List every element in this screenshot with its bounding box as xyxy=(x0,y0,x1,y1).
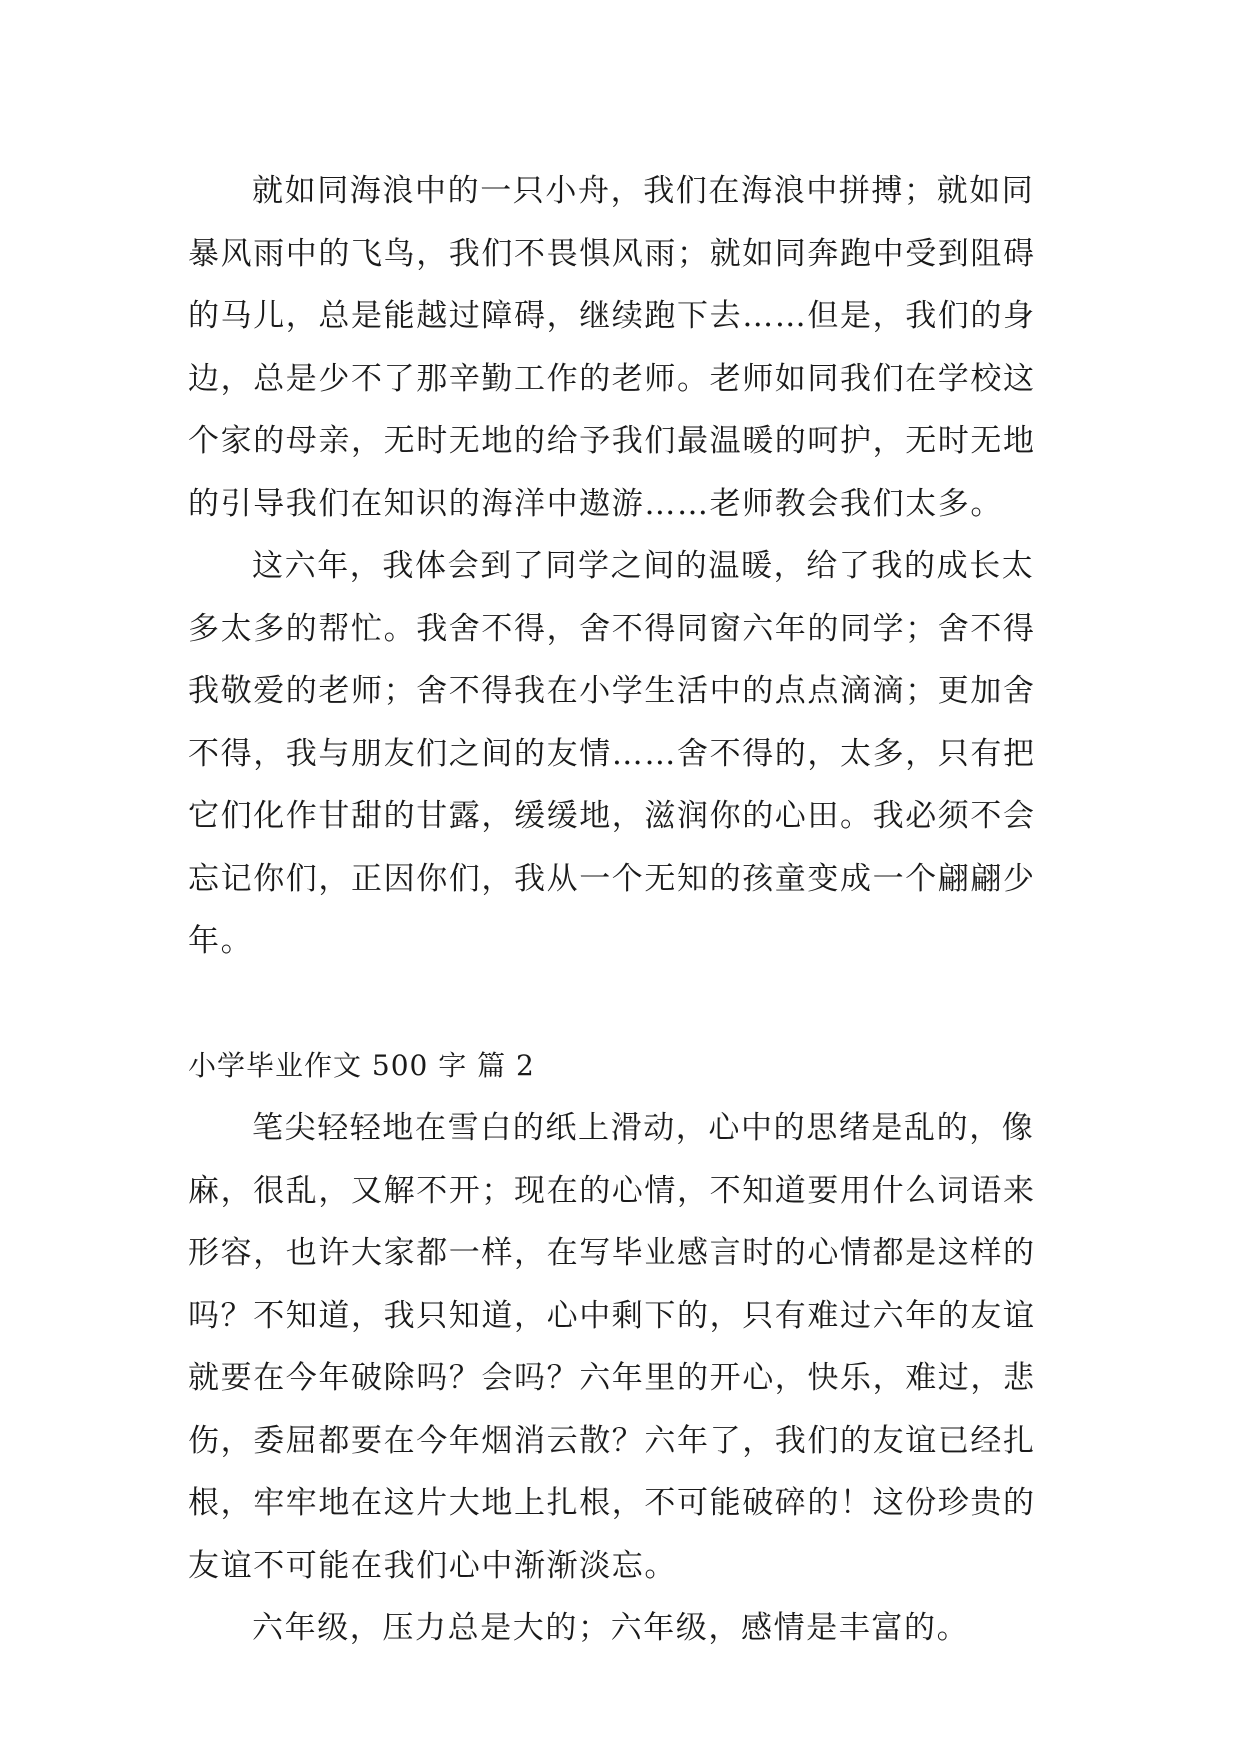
text-line: 边，总是少不了那辛勤工作的老师。老师如同我们在学校这 xyxy=(188,360,1036,397)
text-line: 这六年，我体会到了同学之间的温暖，给了我的成长太 xyxy=(252,548,1035,584)
text-line: 六年级，压力总是大的；六年级，感情是丰富的。 xyxy=(252,1610,970,1646)
text-line: 友谊不可能在我们心中渐渐淡忘。 xyxy=(188,1547,677,1584)
text-line: 年。 xyxy=(188,923,254,959)
text-line: 就如同海浪中的一只小舟，我们在海浪中拼搏；就如同 xyxy=(252,173,1035,209)
text-line: 形容，也许大家都一样，在写毕业感言时的心情都是这样的 xyxy=(188,1235,1036,1271)
text-line: 的引导我们在知识的海洋中遨游……老师教会我们太多。 xyxy=(188,485,1003,522)
paragraph xyxy=(188,160,1054,535)
text-line: 麻，很乱，又解不开；现在的心情，不知道要用什么词语来 xyxy=(188,1172,1036,1209)
text-line: 忘记你们，正因你们，我从一个无知的孩童变成一个翩翩少 xyxy=(188,860,1036,897)
text-line: 笔尖轻轻地在雪白的纸上滑动，心中的思绪是乱的，像 xyxy=(252,1110,1035,1146)
text-line: 就要在今年破除吗？会吗？六年里的开心，快乐，难过，悲 xyxy=(188,1360,1036,1396)
paragraph xyxy=(188,535,1054,973)
text-line: 不得，我与朋友们之间的友情……舍不得的，太多，只有把 xyxy=(188,735,1036,772)
text-line: 的马儿，总是能越过障碍，继续跑下去……但是，我们的身 xyxy=(188,298,1036,334)
text-line: 多太多的帮忙。我舍不得，舍不得同窗六年的同学；舍不得 xyxy=(188,610,1036,647)
section-spacer xyxy=(188,973,1054,1035)
document-body xyxy=(188,160,1054,1660)
paragraph xyxy=(188,1097,1054,1597)
text-line: 根，牢牢地在这片大地上扎根，不可能破碎的！这份珍贵的 xyxy=(188,1485,1036,1521)
text-line: 个家的母亲，无时无地的给予我们最温暖的呵护，无时无地 xyxy=(188,423,1036,459)
paragraph xyxy=(188,1597,1054,1660)
section-heading: 小学毕业作文 500 字 篇 2 xyxy=(188,1048,535,1082)
text-line: 我敬爱的老师；舍不得我在小学生活中的点点滴滴；更加舍 xyxy=(188,673,1036,709)
text-line: 吗？不知道，我只知道，心中剩下的，只有难过六年的友谊 xyxy=(188,1297,1036,1334)
text-line: 伤，委屈都要在今年烟消云散？六年了，我们的友谊已经扎 xyxy=(188,1422,1036,1459)
text-line: 它们化作甘甜的甘露，缓缓地，滋润你的心田。我必须不会 xyxy=(188,798,1036,834)
text-line: 暴风雨中的飞鸟，我们不畏惧风雨；就如同奔跑中受到阻碍 xyxy=(188,235,1036,272)
